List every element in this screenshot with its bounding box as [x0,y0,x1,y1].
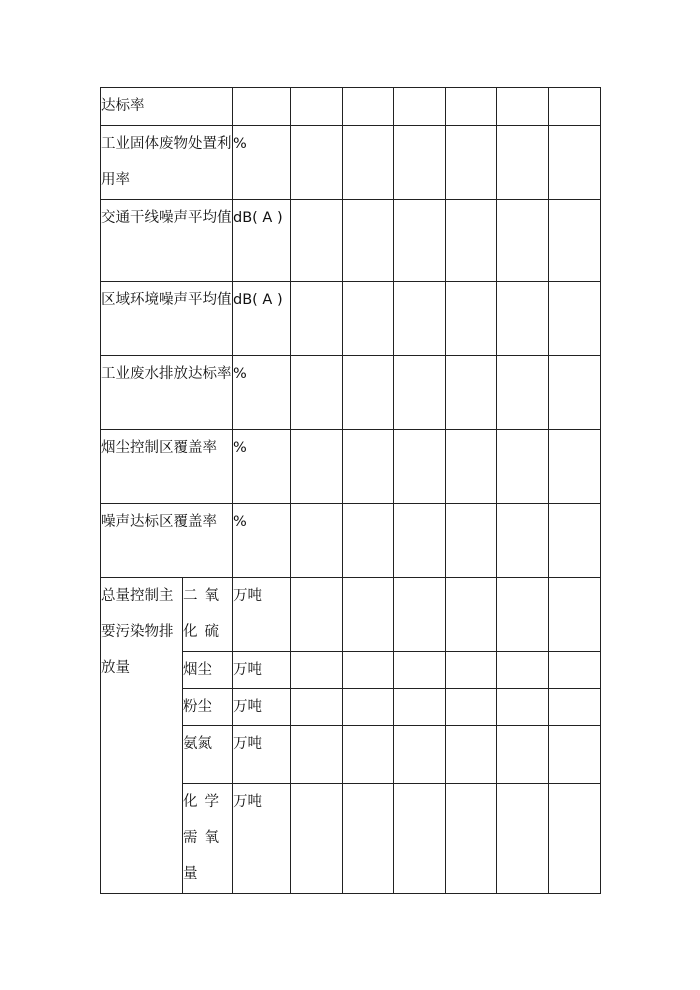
pollutant-name: 氨氮 [183,726,233,784]
pollutant-unit: 万吨 [233,578,291,652]
table-cell [394,578,446,652]
table-cell [343,430,394,504]
table-row [101,200,601,282]
row-label: 工业废水排放达标率 [101,356,233,430]
table-cell [394,200,446,282]
table-cell [343,726,394,784]
table-row [101,126,601,200]
table-cell [446,689,497,726]
table-cell [343,356,394,430]
table-cell [446,726,497,784]
row-label: 烟尘控制区覆盖率 [101,430,233,504]
table-cell [394,689,446,726]
table-cell [343,200,394,282]
table-cell [497,356,549,430]
row-label: 交通干线噪声平均值 [101,200,233,282]
table-cell [343,504,394,578]
table-cell [394,430,446,504]
table-cell [549,784,601,894]
table-cell [497,784,549,894]
pollutant-name: 化学需氧量 [183,784,233,894]
table-cell [497,689,549,726]
table-cell [497,726,549,784]
table-cell [291,200,343,282]
table-cell [446,356,497,430]
table-row [101,430,601,504]
table-cell [497,88,549,126]
table-cell [549,282,601,356]
table-cell [549,430,601,504]
row-label: 区域环境噪声平均值 [101,282,233,356]
table-cell [549,88,601,126]
table-cell [549,356,601,430]
table-cell [549,726,601,784]
table-cell [394,504,446,578]
table-cell [291,88,343,126]
table-cell [291,784,343,894]
table-cell [446,126,497,200]
row-label: 噪声达标区覆盖率 [101,504,233,578]
table-cell [291,356,343,430]
table-cell [549,200,601,282]
table-cell [343,282,394,356]
table-cell [446,200,497,282]
table-cell [343,88,394,126]
table-cell [446,652,497,689]
table-cell [291,430,343,504]
table-cell [497,430,549,504]
table-row [101,356,601,430]
row-unit: dB( A ) [233,282,291,356]
row-unit: % [233,126,291,200]
table-cell [343,689,394,726]
table-cell [394,652,446,689]
table-cell [446,430,497,504]
table-cell [446,282,497,356]
table-cell [291,689,343,726]
table-cell [446,88,497,126]
table-cell [497,200,549,282]
table-row [101,504,601,578]
table-cell [549,126,601,200]
row-label: 达标率 [101,88,233,126]
table-cell [497,652,549,689]
table-cell [343,578,394,652]
table-cell [343,126,394,200]
table-cell [497,504,549,578]
table-cell [549,652,601,689]
table-cell [343,652,394,689]
pollutant-unit: 万吨 [233,652,291,689]
table-cell [291,504,343,578]
table-cell [291,578,343,652]
pollutant-name: 粉尘 [183,689,233,726]
row-unit [233,88,291,126]
table-cell [549,578,601,652]
table-cell [394,126,446,200]
table-cell [394,726,446,784]
row-unit: % [233,356,291,430]
table-cell [291,726,343,784]
row-unit: dB( A ) [233,200,291,282]
table-cell [446,504,497,578]
table-cell [394,88,446,126]
table-row [101,282,601,356]
table-cell [291,282,343,356]
pollutant-name: 烟尘 [183,652,233,689]
table-cell [291,126,343,200]
group-label: 总量控制主要污染物排放量 [101,578,183,894]
table-cell [446,578,497,652]
pollutant-unit: 万吨 [233,784,291,894]
row-unit: % [233,430,291,504]
pollutant-unit: 万吨 [233,726,291,784]
table-cell [549,504,601,578]
table-cell [497,126,549,200]
table-row [101,88,601,126]
table-cell [549,689,601,726]
table-cell [394,282,446,356]
table-cell [394,356,446,430]
row-unit: % [233,504,291,578]
row-label: 工业固体废物处置利用率 [101,126,233,200]
table-cell [394,784,446,894]
table-cell [291,652,343,689]
table-row [101,578,601,652]
table-cell [497,578,549,652]
table-cell [446,784,497,894]
pollutant-unit: 万吨 [233,689,291,726]
environment-indicator-table [100,87,601,894]
table-cell [343,784,394,894]
table-cell [497,282,549,356]
pollutant-name: 二氧化硫 [183,578,233,652]
